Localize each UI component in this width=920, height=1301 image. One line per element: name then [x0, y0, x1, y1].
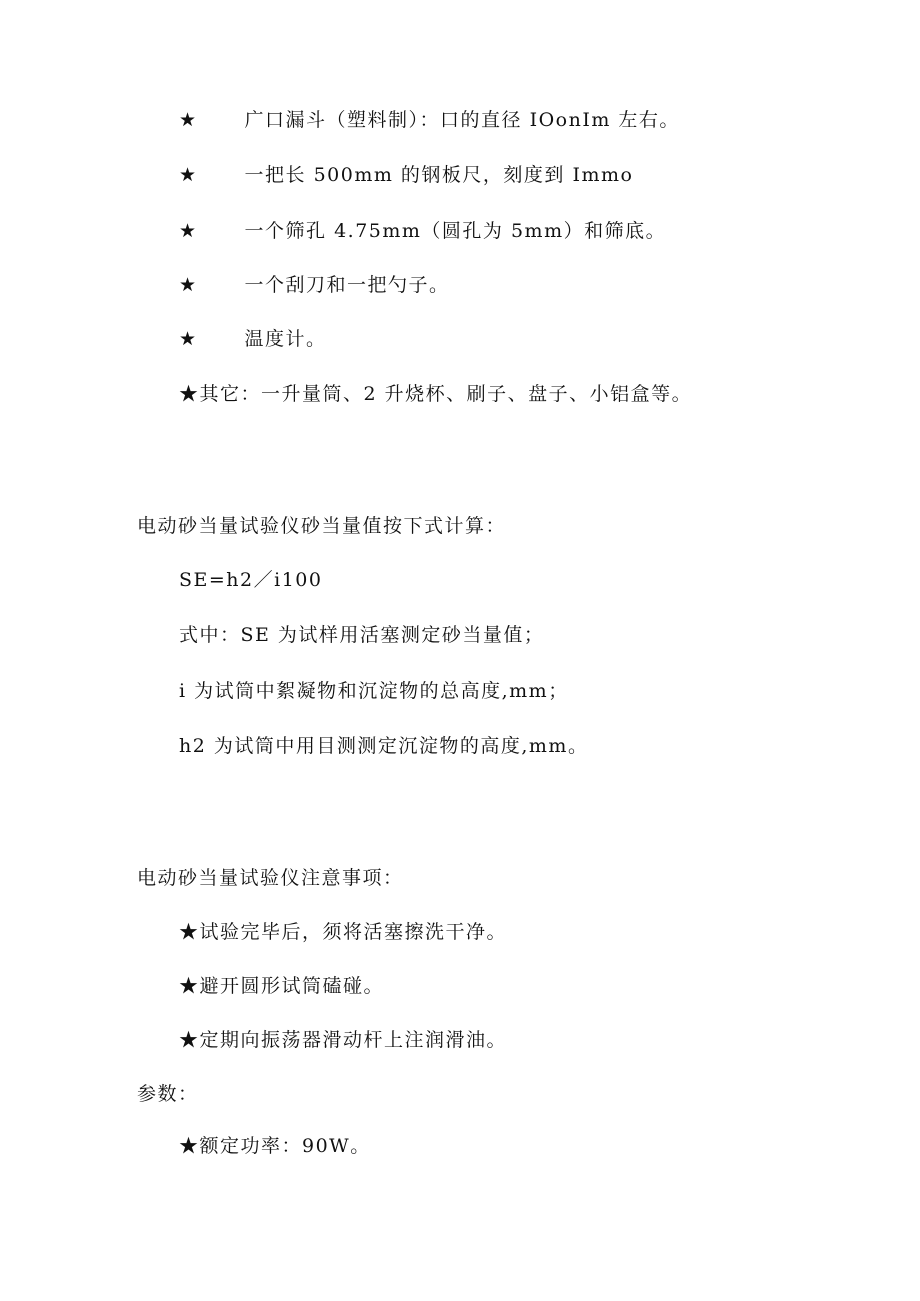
star-bullet-icon: ★ — [179, 274, 198, 296]
formula: SE=h2／i100 — [179, 569, 323, 591]
equipment-item-text: 一把长 500mm 的钢板尺，刻度到 Immo — [244, 164, 634, 186]
star-bullet-icon: ★ — [179, 220, 198, 242]
equipment-other: ★其它：一升量筒、2 升烧杯、刷子、盘子、小铝盒等。 — [179, 383, 693, 405]
equipment-item — [179, 273, 450, 297]
note-item: ★避开圆形试筒磕碰。 — [179, 975, 385, 997]
formula-explanation: h2 为试筒中用目测测定沉淀物的高度,mm。 — [179, 735, 589, 757]
star-bullet-icon: ★ — [179, 109, 198, 131]
param-item: ★额定功率：90W。 — [179, 1135, 371, 1157]
note-item: ★定期向振荡器滑动杆上注润滑油。 — [179, 1029, 508, 1051]
equipment-item-text: 一个筛孔 4.75mm（圆孔为 5mm）和筛底。 — [244, 220, 667, 242]
star-bullet-icon: ★ — [179, 164, 198, 186]
equipment-item — [179, 163, 633, 187]
equipment-item — [179, 219, 666, 243]
formula-explanation: i 为试筒中絮凝物和沉淀物的总高度,mm； — [179, 680, 569, 702]
calc-heading: 电动砂当量试验仪砂当量值按下式计算： — [137, 515, 507, 537]
equipment-item — [179, 108, 680, 132]
notes-heading: 电动砂当量试验仪注意事项： — [137, 867, 404, 889]
params-heading: 参数： — [137, 1083, 199, 1105]
star-bullet-icon: ★ — [179, 328, 198, 350]
equipment-item-text: 温度计。 — [244, 328, 327, 350]
note-item: ★试验完毕后，须将活塞擦洗干净。 — [179, 921, 508, 943]
equipment-item-text: 一个刮刀和一把勺子。 — [244, 274, 450, 296]
equipment-item-text: 广口漏斗（塑料制）：口的直径 IOonIm 左右。 — [244, 109, 680, 131]
formula-explanation: 式中：SE 为试样用活塞测定砂当量值； — [179, 624, 545, 646]
equipment-item — [179, 327, 327, 351]
